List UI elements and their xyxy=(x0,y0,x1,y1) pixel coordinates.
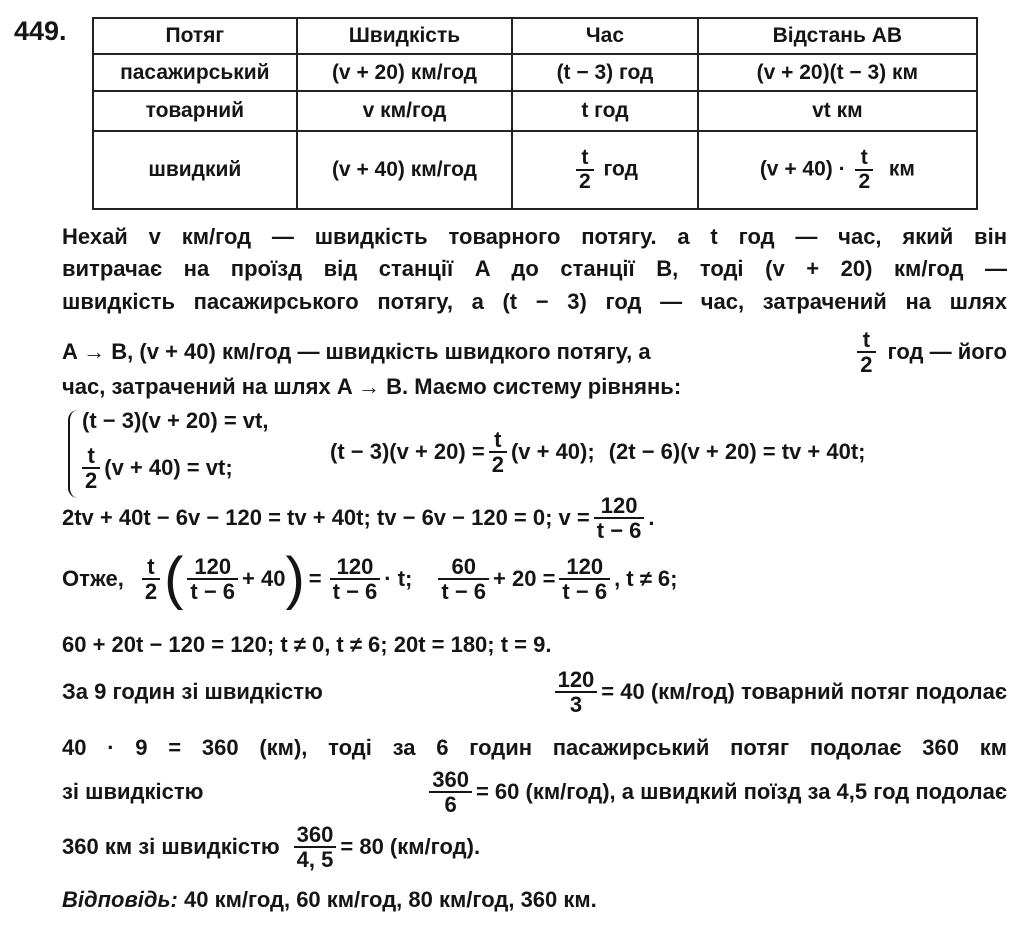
fraction xyxy=(855,147,873,193)
expr: + 40 xyxy=(242,566,286,591)
cell-train: товарний xyxy=(93,91,297,131)
text-line: швидкість пасажирського потягу, а (t − 3) год — час, затрачений на шлях xyxy=(62,289,1007,314)
equation-line: 60 + 20t − 120 = 120; t ≠ 0, t ≠ 6; 20t = 180; t = 9. xyxy=(62,632,552,657)
numerator: t xyxy=(857,328,875,353)
data-table xyxy=(92,17,978,210)
paren: ( xyxy=(164,546,184,611)
text-part: = 80 (км/год). xyxy=(340,834,481,860)
denominator: 2 xyxy=(858,170,871,193)
equation-line xyxy=(330,428,865,476)
numerator: t xyxy=(576,147,594,171)
fraction xyxy=(330,555,381,603)
denominator: 2 xyxy=(860,352,873,378)
text-line: Нехай v км/год — швидкість товарного потягу. а t год — час, який він xyxy=(62,224,1007,249)
text-line xyxy=(62,768,1007,816)
equation-line xyxy=(62,494,655,542)
label: Отже, xyxy=(62,566,124,591)
denominator: 4, 5 xyxy=(296,847,334,873)
expr: (v + 40) = vt; xyxy=(104,455,233,481)
expr: (v + 40); xyxy=(510,439,595,465)
cell-time: t год xyxy=(512,91,697,131)
fraction xyxy=(594,494,645,542)
denominator: 2 xyxy=(85,468,98,494)
cell-speed: (v + 20) км/год xyxy=(297,54,513,91)
system-brace xyxy=(68,410,80,498)
text-line xyxy=(62,328,1007,376)
text-line xyxy=(62,823,480,871)
denominator: t − 6 xyxy=(190,579,236,604)
fraction xyxy=(576,147,594,193)
system-eq2 xyxy=(82,444,233,492)
cell-train: швидкий xyxy=(93,131,297,209)
text-part xyxy=(425,768,1007,816)
fraction xyxy=(489,428,507,476)
expr: . xyxy=(648,505,655,531)
denominator: t − 6 xyxy=(441,579,487,604)
fraction xyxy=(82,444,100,492)
header-distance: Відстань AB xyxy=(698,18,977,54)
text-line: час, затрачений на шлях A → B. Маємо систему рівнянь: xyxy=(62,374,682,399)
problem-number: 449. xyxy=(14,16,67,46)
numerator: t xyxy=(142,555,160,580)
expr: (v + 40) · xyxy=(759,157,846,181)
header-time: Час xyxy=(512,18,697,54)
denominator: 3 xyxy=(569,692,583,718)
expr: = xyxy=(308,566,322,591)
expr: , t ≠ 6; xyxy=(614,566,678,591)
text-part: A → B, (v + 40) км/год — швидкість швидкого потягу, а xyxy=(62,339,651,365)
text-line xyxy=(62,668,1007,716)
table-row xyxy=(93,91,977,131)
denominator: t − 6 xyxy=(562,579,608,604)
answer-line xyxy=(62,887,597,913)
text-part: За 9 годин зі швидкістю xyxy=(62,679,323,705)
table-header-row xyxy=(93,18,977,54)
denominator: 2 xyxy=(579,170,591,193)
denominator: t − 6 xyxy=(596,518,642,544)
denominator: 2 xyxy=(491,452,504,478)
fraction xyxy=(187,555,238,603)
numerator: t xyxy=(82,444,100,469)
text-part: год — його xyxy=(887,339,1007,365)
expr: 2tv + 40t − 6v − 120 = tv + 40t; tv − 6v − 120 = 0; v = xyxy=(62,505,590,531)
cell-train: пасажирський xyxy=(93,54,297,91)
cell-speed: (v + 40) км/год xyxy=(297,131,513,209)
numerator: 120 xyxy=(594,494,645,519)
system-eq1: (t − 3)(v + 20) = vt, xyxy=(82,408,269,433)
table-row xyxy=(93,131,977,209)
text-part xyxy=(551,668,1007,716)
header-train: Потяг xyxy=(93,18,297,54)
numerator: 120 xyxy=(559,555,610,580)
cell-speed: v км/год xyxy=(297,91,513,131)
numerator: 120 xyxy=(555,668,598,693)
fraction xyxy=(294,823,337,871)
numerator: t xyxy=(855,147,873,171)
expr: + 20 = xyxy=(493,566,556,591)
cell-time: (t − 3) год xyxy=(512,54,697,91)
equation-line xyxy=(62,546,678,611)
numerator: 120 xyxy=(187,555,238,580)
expr: (t − 3)(v + 20) = xyxy=(330,439,485,465)
table-row xyxy=(93,54,977,91)
denominator: 2 xyxy=(144,579,158,604)
fraction xyxy=(438,555,489,603)
fraction xyxy=(142,555,160,603)
answer-text: 40 км/год, 60 км/год, 80 км/год, 360 км. xyxy=(184,887,597,912)
text-line: 40 · 9 = 360 (км), тоді за 6 годин пасажирський потяг подолає 360 км xyxy=(62,735,1007,760)
paren: ) xyxy=(285,546,305,611)
unit: год xyxy=(603,157,638,181)
expr: (2t − 6)(v + 20) = tv + 40t; xyxy=(608,439,866,465)
denominator: 6 xyxy=(444,792,457,818)
numerator: 360 xyxy=(294,823,337,848)
fraction xyxy=(429,768,472,816)
numerator: 360 xyxy=(429,768,472,793)
cell-distance: vt км xyxy=(698,91,977,131)
numerator: 120 xyxy=(330,555,381,580)
expr: · t; xyxy=(384,566,413,591)
text-part: = 60 (км/год), а швидкий поїзд за 4,5 год подолає xyxy=(475,779,1007,805)
text-part: = 40 (км/год) товарний потяг подолає xyxy=(601,679,1007,705)
answer-label: Відповідь: xyxy=(62,887,178,912)
cell-time xyxy=(512,131,697,209)
denominator: t − 6 xyxy=(332,579,378,604)
unit: км xyxy=(888,157,915,181)
fraction xyxy=(555,668,598,716)
text-line: витрачає на проїзд від станції A до станції B, тоді (v + 20) км/год — xyxy=(62,256,1007,281)
cell-distance xyxy=(698,131,977,209)
fraction xyxy=(559,555,610,603)
text-part: зі швидкістю xyxy=(62,779,204,805)
text-part xyxy=(853,328,1007,376)
text-part: 360 км зі швидкістю xyxy=(62,834,280,860)
cell-distance: (v + 20)(t − 3) км xyxy=(698,54,977,91)
numerator: t xyxy=(489,428,507,453)
header-speed: Швидкість xyxy=(297,18,513,54)
fraction xyxy=(857,328,875,376)
numerator: 60 xyxy=(438,555,489,580)
